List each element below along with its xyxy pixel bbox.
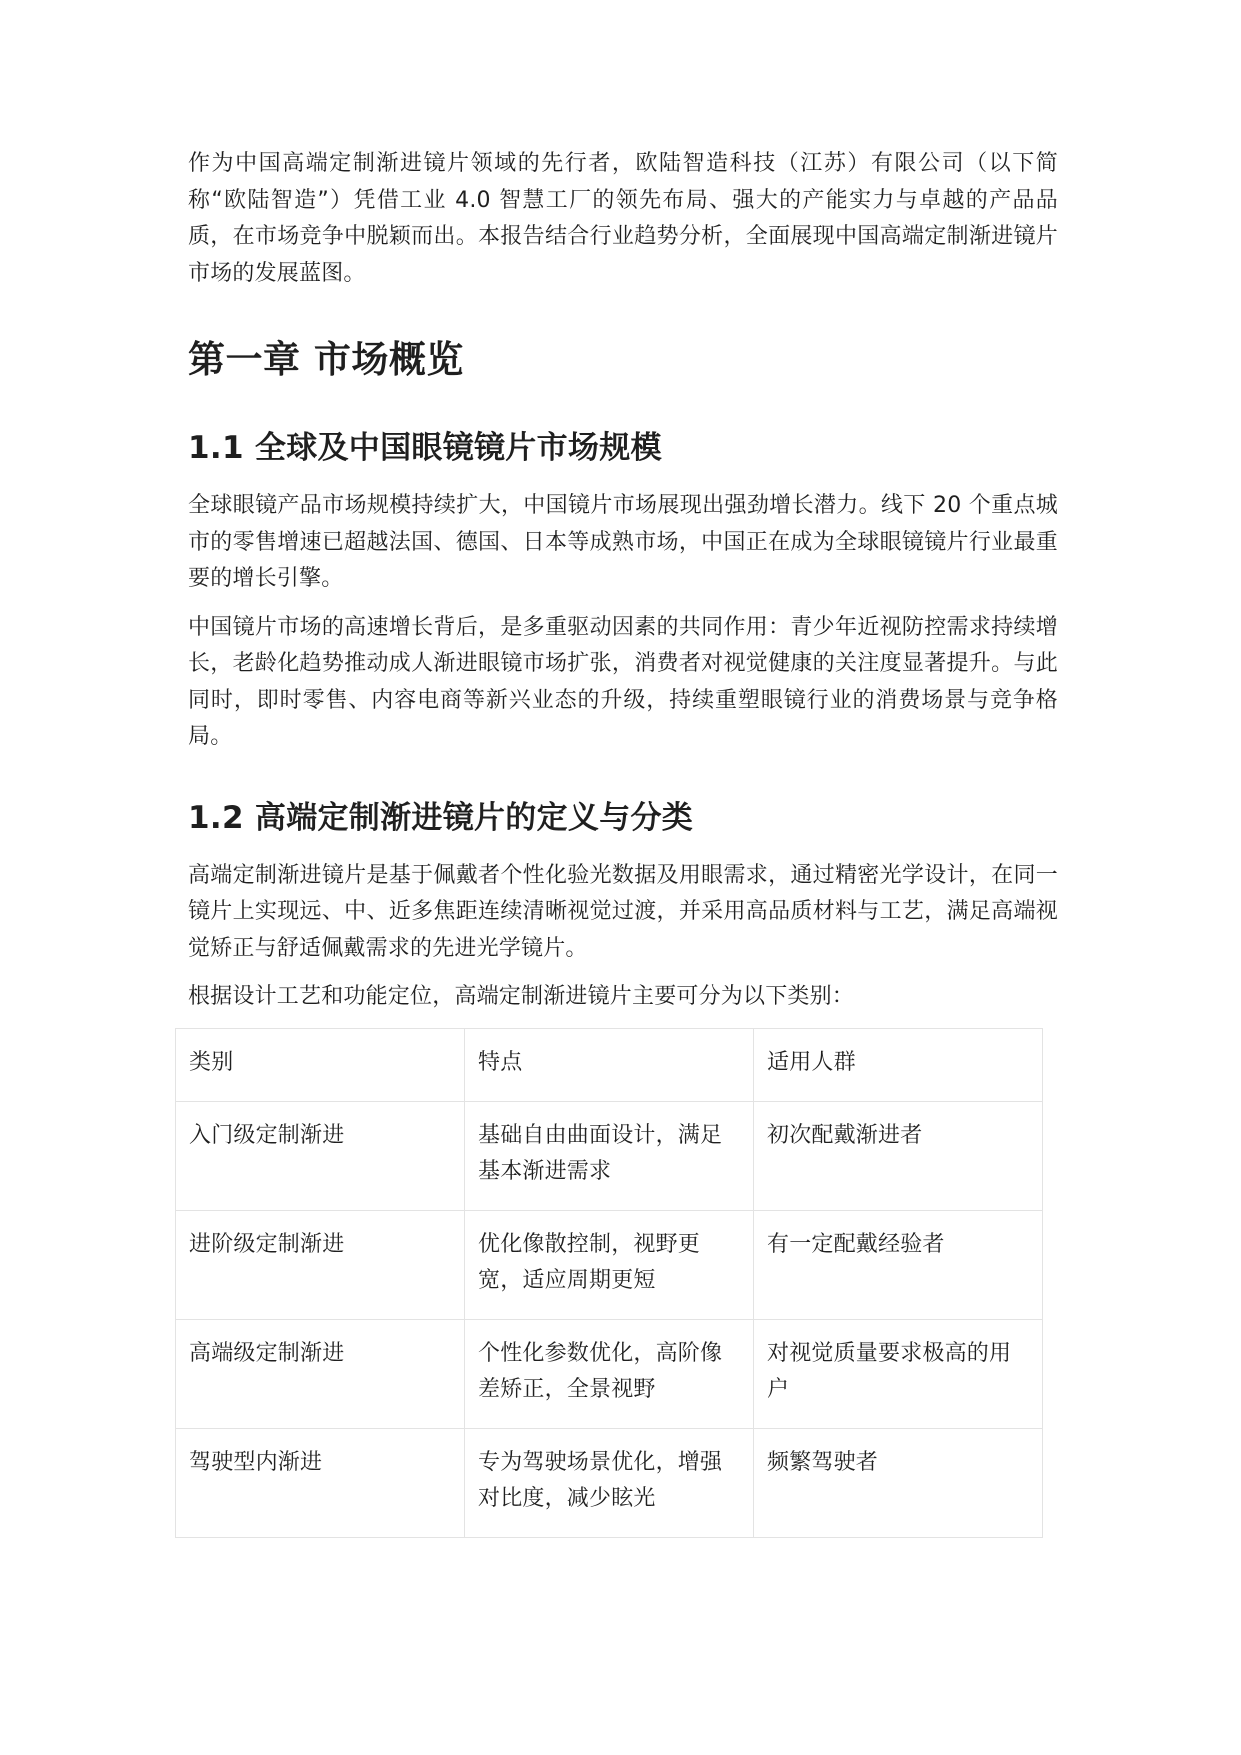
table-row	[176, 1210, 1043, 1319]
section-1-2-paragraph-1: 高端定制渐进镜片是基于佩戴者个性化验光数据及用眼需求，通过精密光学设计，在同一镜片上实现远、中、近多焦距连续清晰视觉过渡，并采用高品质材料与工艺，满足高端视觉矫正与舒适佩戴需求的先进光学镜片。	[188, 862, 1058, 961]
table-cell: 入门级定制渐进	[176, 1101, 465, 1210]
table-header-cell: 特点	[465, 1028, 754, 1101]
lens-category-table	[175, 1028, 1043, 1538]
table-header-cell: 适用人群	[754, 1028, 1043, 1101]
table-row	[176, 1319, 1043, 1428]
document-page	[188, 146, 1058, 1538]
table-cell: 优化像散控制，视野更宽，适应周期更短	[465, 1210, 754, 1319]
table-cell: 专为驾驶场景优化，增强对比度，减少眩光	[465, 1428, 754, 1537]
table-cell: 有一定配戴经验者	[754, 1210, 1043, 1319]
table-cell: 进阶级定制渐进	[176, 1210, 465, 1319]
section-1-1-paragraph-2: 中国镜片市场的高速增长背后，是多重驱动因素的共同作用：青少年近视防控需求持续增长，老龄化趋势推动成人渐进眼镜市场扩张，消费者对视觉健康的关注度显著提升。与此同时，即时零售、内容电商等新兴业态的升级，持续重塑眼镜行业的消费场景与竞争格局。	[188, 614, 1058, 749]
intro-paragraph: 作为中国高端定制渐进镜片领域的先行者，欧陆智造科技（江苏）有限公司（以下简称“欧陆智造”）凭借工业 4.0 智慧工厂的领先布局、强大的产能实力与卓越的产品品质，在市场竞争中脱颖而出。本报告结合行业趋势分析，全面展现中国高端定制渐进镜片市场的发展蓝图。	[188, 151, 1058, 286]
table-row	[176, 1428, 1043, 1537]
table-cell: 对视觉质量要求极高的用户	[754, 1319, 1043, 1428]
table-cell: 驾驶型内渐进	[176, 1428, 465, 1537]
section-1-1-paragraph-1: 全球眼镜产品市场规模持续扩大，中国镜片市场展现出强劲增长潜力。线下 20 个重点城市的零售增速已超越法国、德国、日本等成熟市场，中国正在成为全球眼镜镜片行业最重要的增长引擎。	[188, 493, 1058, 591]
section-1-2-title: 1.2 高端定制渐进镜片的定义与分类	[188, 799, 694, 836]
table-header-row	[176, 1028, 1043, 1101]
section-1-2-paragraph-2: 根据设计工艺和功能定位，高端定制渐进镜片主要可分为以下类别：	[188, 984, 855, 1009]
section-1-1-title: 1.1 全球及中国眼镜镜片市场规模	[188, 430, 662, 466]
table-row	[176, 1101, 1043, 1210]
table-header-cell: 类别	[176, 1028, 465, 1101]
table-cell: 高端级定制渐进	[176, 1319, 465, 1428]
table-cell: 基础自由曲面设计，满足基本渐进需求	[465, 1101, 754, 1210]
chapter-title: 第一章 市场概览	[188, 338, 464, 381]
table-cell: 个性化参数优化，高阶像差矫正，全景视野	[465, 1319, 754, 1428]
table-cell: 频繁驾驶者	[754, 1428, 1043, 1537]
table-cell: 初次配戴渐进者	[754, 1101, 1043, 1210]
